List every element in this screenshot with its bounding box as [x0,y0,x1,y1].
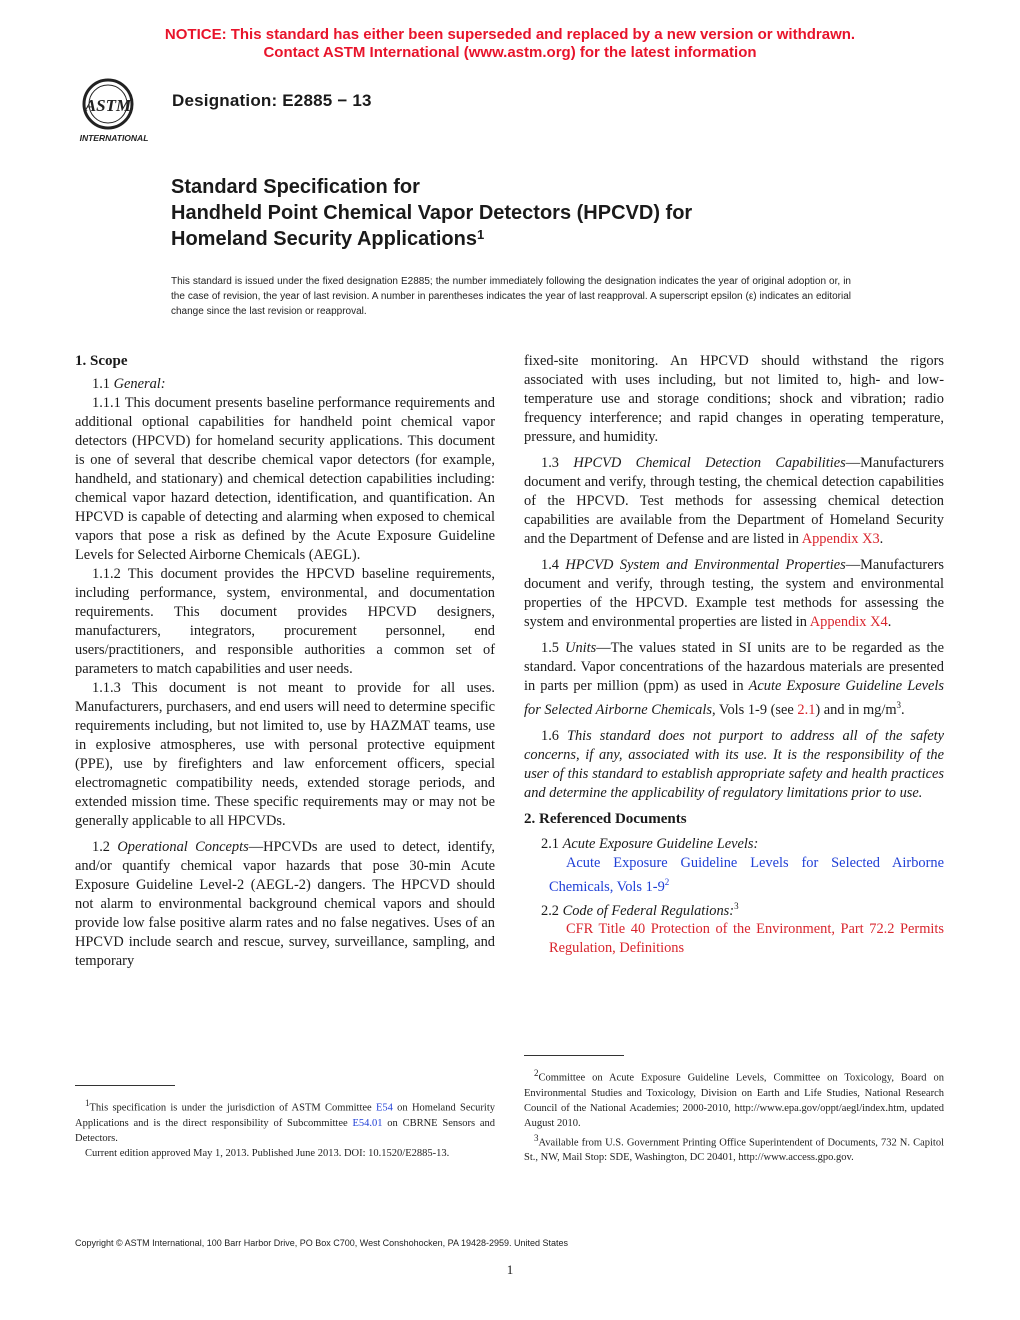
notice-banner [0,26,1020,62]
footnote-1-edition: Current edition approved May 1, 2013. Published June 2013. DOI: 10.1520/E2885-13. [85,1147,450,1159]
section-1-1-1: 1.1.1 This document presents baseline performance requirements and additional optional capabilities for handheld point chemical vapor detectors (HPCVD) for homeland security applications. This document is one of several that describe chemical vapor detectors (for example, handheld, and stationary) and chemical detection capabilities including: chemical vapor hazard detection, identification, and quantification. An HPCVD is capable of detecting and alarming when exposed to chemical vapors that pose a risk as defined by the Acute Exposure Guideline Levels for Selected Airborne Chemicals (AEGL). [75,395,495,563]
section-1-1-3: 1.1.3 This document is not meant to provide for all uses. Manufacturers, purchasers, and end users will need to determine specific requirements including, but not limited to, use by HAZMAT teams, use in explosive atmospheres, use with personal protective equipment (PPE), use by firefighters and law enforcement officers, special electromagnetic compatibility needs, extended storage periods, and extended mission time. These specific requirements may or may not be generally applicable to all HPCVDs. [75,680,495,829]
section-1-1-2: 1.1.2 This document provides the HPCVD baseline requirements, including performance, system, environmental, and documentation requirements. This document provides HPCVD designers, manufacturers, integrators, procurement personnel, end users/practitioners, and responsible authorities a common set of parameters to match capabilities and user needs. [75,566,495,677]
astm-logo-icon [66,74,162,146]
page-number: 1 [506,1262,514,1277]
logo-text: INTERNATIONAL [79,133,149,143]
astm-logo [66,74,162,146]
footnote-rule-right [524,1055,624,1056]
section-1-6: 1.6 This standard does not purport to address all of the safety concerns, if any, associated with its use. It is the responsibility of the user of this standard to establish appropriate safety and health practices and determine the applicability of regulatory limitations prior to use. [524,727,944,801]
footnote-3: $^3$Available from U.S. Government Printing Office Superintendent of Documents, 732 N. Capitol St., NW, Mail Stop: SDE, Washington, DC 20401, http://www.access.gpo.gov. [524,1132,944,1163]
aegl-reference-link[interactable]: Acute Exposure Guideline Levels for Selected Airborne Chemicals, Vols $1-9^2$ [549,854,944,895]
section-1-5: 1.5 Units—The values stated in SI units are to be regarded as the standard. Vapor concentrations of the hazardous materials are presented in parts per million (ppm) as used in Acute Exposure Guideline Levels for Selected Airborne Chemicals, Vols 1-9 (see 2.1) and in $mg/m^3$. [524,640,944,718]
footnote-2: $^2$Committee on Acute Exposure Guideline Levels, Committee on Toxicology, Board on Environmental Studies and Toxicology, Division on Earth and Life Studies, National Research Council of the National Academies; 2000-2010, http://www.epa.gov/oppt/aegl/index.htm, updated August 2010. [524,1068,944,1129]
appendix-x4-link[interactable]: Appendix X4 [809,614,888,630]
e54-link[interactable]: E54 [375,1102,393,1114]
section-1-2-cont: fixed-site monitoring. An HPCVD should withstand the rigors associated with uses including, but not limited to, high- and low-temperature use and storage conditions; shock and vibration; radio frequency interference; and rapid changes in operating temperature, pressure, and humidity. [524,353,944,445]
notice-line-2: Contact ASTM International (www.astm.org) for the latest information [263,44,757,61]
footnote-1: $^1$This specification is under the jurisdiction of ASTM Committee E54 on Homeland Security Applications and is the direct responsibility of Subcommittee E54.01 on CBRNE Sensors and Detectors. [75,1098,495,1144]
cfr-reference-link[interactable]: CFR Title 40 Protection of the Environment, Part 72.2 Permits Regulation, Definitions [549,921,944,957]
section-1-4: 1.4 HPCVD System and Environmental Properties—Manufacturers document and verify, through testing, the system and environmental properties of the HPCVD. Example test methods for assessing the system and environmental properties are listed in Appendix X4. [524,557,944,630]
title-footnote-mark[interactable]: 1 [477,227,485,242]
section-2-1-link[interactable]: 2.1 [797,701,816,718]
title-line-3: Homeland Security Applications$^1$ [171,227,485,250]
footnotes-left [75,1096,495,1161]
title-line-1: Standard Specification for [171,176,420,198]
footnotes-right [524,1066,944,1165]
scope-heading: 1. Scope [75,353,128,369]
left-column [75,352,495,971]
section-1-3: 1.3 HPCVD Chemical Detection Capabilities—Manufacturers document and verify, through testing, the chemical detection capabilities of the HPCVD. Test methods for assessing chemical detection capabilities are available from the Department of Homeland Security and the Department of Defense and are listed in Appendix X3. [524,455,944,547]
e5401-link[interactable]: E54.01 [352,1117,383,1129]
footnote-rule-left [75,1085,175,1086]
section-2-2: 2.2 Code of Federal Regulations:$^3$ [541,900,739,919]
preamble: This standard is issued under the fixed designation E2885; the number immediately following the designation indicates the year of original adoption or, in the case of revision, the year of last revision. A number in parentheses indicates the year of last reapproval. A superscript epsilon (ε) indicates an editorial change since the last revision or reapproval. [171,276,851,317]
designation: Designation: E2885 − 13 [172,91,372,110]
section-1-2: 1.2 Operational Concepts—HPCVDs are used to detect, identify, and/or quantify chemical vapor hazards that pose 30-min Acute Exposure Guideline Level-2 (AEGL-2) dangers. The HPCVD should not alarm to environmental background chemical vapors and should provide low false positive alarm rates and no false negatives. Uses of an HPCVD include search and rescue, survey, surveillance, sampling, and temporary [75,839,495,969]
logo-letters: ASTM [84,96,132,115]
copyright: Copyright © ASTM International, 100 Barr Harbor Drive, PO Box C700, West Conshohocken, PA 19428-2959. United States [75,1238,569,1248]
document-title [171,174,891,252]
title-line-2: Handheld Point Chemical Vapor Detectors (HPCVD) for [171,202,693,224]
section-2-1: 2.1 Acute Exposure Guideline Levels: [541,835,759,852]
notice-line-1: NOTICE: This standard has either been superseded and replaced by a new version or withdrawn. [164,26,856,43]
section-1-1: 1.1 General: [92,376,166,392]
appendix-x3-link[interactable]: Appendix X3 [801,531,880,547]
referenced-documents-heading: 2. Referenced Documents [524,810,687,827]
right-column [524,352,944,958]
